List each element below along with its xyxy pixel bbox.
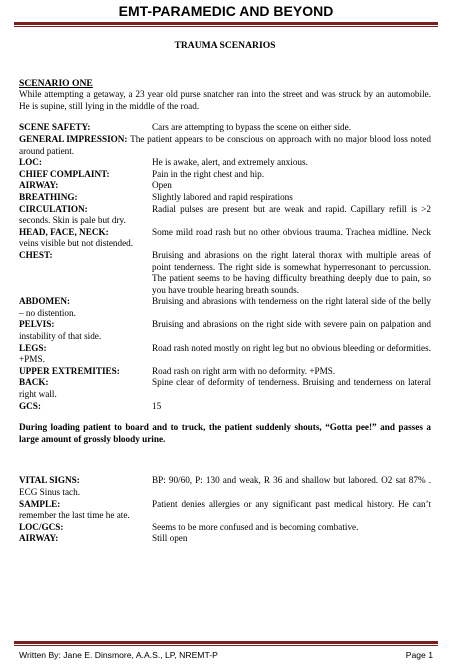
field-gcs <box>19 401 431 413</box>
field-loc-gcs <box>19 522 431 534</box>
field-loc <box>19 157 431 169</box>
field-value: Bruising and abrasions on the right side with severe pain on palpation and instability of that side. <box>19 319 431 342</box>
field-value: Road rash on right arm with no deformity. +PMS. <box>152 365 336 376</box>
footer-author: Written By: Jane E. Dinsmore, A.A.S., LP, NREMT-P <box>19 650 218 660</box>
field-value: Open <box>152 180 172 191</box>
page-number: Page 1 <box>405 650 433 660</box>
field-label: CHIEF COMPLAINT: <box>19 168 110 179</box>
field-label: SAMPLE: <box>19 498 61 509</box>
field-label: PELVIS: <box>19 319 55 330</box>
page-footer <box>19 650 433 660</box>
field-value: Patient denies allergies or any significant past medical history. He can’t remember the last time he ate. <box>19 498 431 521</box>
field-value: Cars are attempting to bypass the scene on either side. <box>152 122 352 133</box>
field-value: He is awake, alert, and extremely anxious. <box>152 157 308 168</box>
field-value: Some mild road rash but no other obvious trauma. Trachea midline. Neck veins visible but not distended. <box>19 226 431 249</box>
field-label: LEGS: <box>19 342 47 353</box>
field-value: Spine clear of deformity of tenderness. Bruising and tenderness on lateral right wall. <box>19 377 431 400</box>
header-rule-thin <box>14 26 438 27</box>
field-label: VITAL SIGNS: <box>19 475 80 486</box>
field-abdomen <box>19 296 431 319</box>
field-value: Bruising and abrasions on the right lateral thorax with multiple areas of point tenderness. The right side is somewhat hyperresonant to percussion. The patient seems to be having difficulty breathing deeply due to pain, so you have trouble hearing breath sounds. <box>152 249 431 295</box>
field-label: CIRCULATION: <box>19 203 88 214</box>
field-label: HEAD, FACE, NECK: <box>19 226 109 237</box>
field-label: ABDOMEN: <box>19 296 71 307</box>
field-label: LOC/GCS: <box>19 521 64 532</box>
field-breathing <box>19 192 431 204</box>
document-body <box>19 40 431 545</box>
field-chief-complaint <box>19 169 431 181</box>
field-label: LOC: <box>19 157 42 168</box>
field-label: CHEST: <box>19 249 53 260</box>
event-paragraph: During loading patient to board and to truck, the patient suddenly shouts, “Gotta pee!” and passes a large amount of grossly bloody urine. <box>19 422 431 444</box>
field-value: Road rash noted mostly on right leg but no obvious bleeding or deformities. +PMS. <box>19 342 431 365</box>
field-vital-signs <box>19 475 431 498</box>
field-value: Seems to be more confused and is becoming combative. <box>152 521 359 532</box>
page-header: EMT-PARAMEDIC AND BEYOND <box>118 3 334 19</box>
field-label: UPPER EXTREMITIES: <box>19 365 120 376</box>
field-pelvis <box>19 319 431 342</box>
field-label: SCENE SAFETY: <box>19 122 91 133</box>
field-circulation <box>19 204 431 227</box>
footer-rule-thin <box>14 645 438 646</box>
field-back <box>19 377 431 400</box>
field-general-impression <box>19 134 431 157</box>
field-value: Bruising and abrasions with tenderness on the right lateral side of the belly – no distention. <box>19 296 431 318</box>
footer-rule <box>14 641 438 644</box>
field-label: AIRWAY: <box>19 180 59 191</box>
field-value: Still open <box>152 533 188 544</box>
field-value: BP: 90/60, P: 130 and weak, R 36 and shallow but labored. O2 sat 87% . ECG Sinus tach. <box>19 475 431 497</box>
field-airway-2 <box>19 533 431 545</box>
field-label: GENERAL IMPRESSION: <box>19 133 128 144</box>
field-upper-extremities <box>19 366 431 378</box>
field-label: GCS: <box>19 400 41 411</box>
scenario-intro: While attempting a getaway, a 23 year old purse snatcher ran into the street and was struck by an automobile. He is supine, still lying in the middle of the road. <box>19 89 431 111</box>
field-label: BREATHING: <box>19 191 78 202</box>
field-label: BACK: <box>19 377 49 388</box>
field-value: Radial pulses are present but are weak and rapid. Capillary refill is >2 seconds. Skin is pale but dry. <box>19 203 431 226</box>
scenario-title: SCENARIO ONE <box>19 77 93 89</box>
field-legs <box>19 343 431 366</box>
header-rule <box>14 22 438 25</box>
field-value: The patient appears to be conscious on approach with no major blood loss noted around patient. <box>19 133 431 156</box>
field-label: AIRWAY: <box>19 533 59 544</box>
field-head-face-neck <box>19 227 431 250</box>
field-value: Pain in the right chest and hip. <box>152 168 265 179</box>
field-value: 15 <box>152 400 162 411</box>
field-value: Slightly labored and rapid respirations <box>152 191 293 202</box>
field-chest <box>19 250 431 296</box>
document-title: TRAUMA SCENARIOS <box>174 40 276 51</box>
field-airway <box>19 180 431 192</box>
field-sample <box>19 499 431 522</box>
field-scene-safety <box>19 122 431 134</box>
